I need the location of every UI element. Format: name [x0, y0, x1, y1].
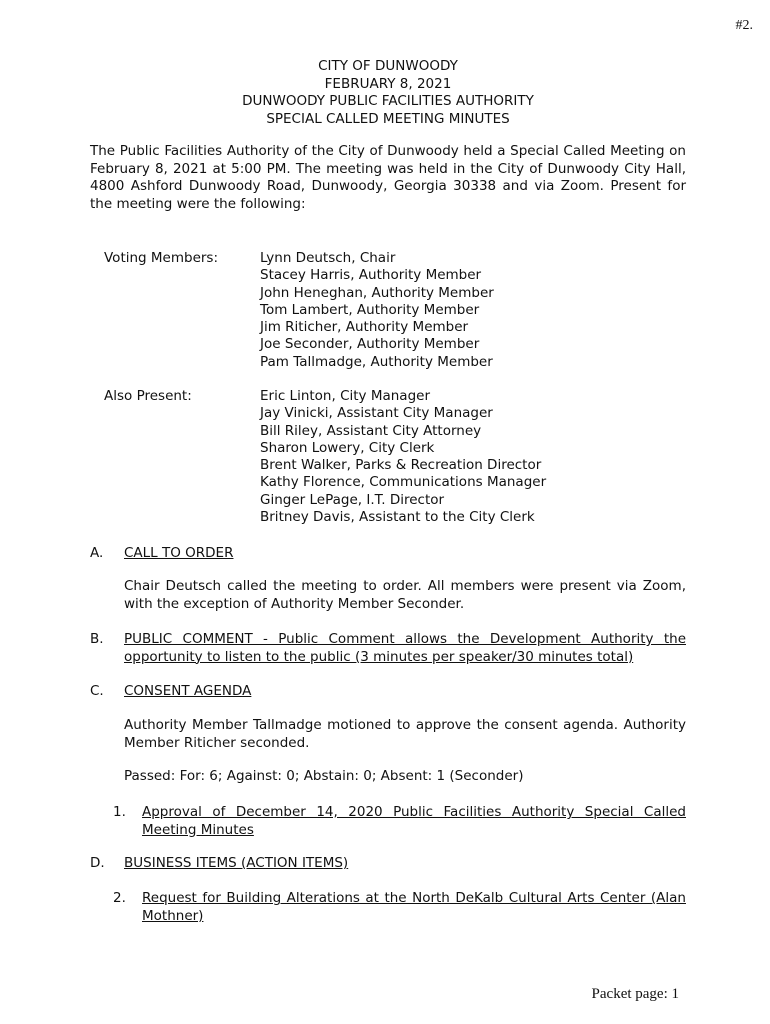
attendee: Jay Vinicki, Assistant City Manager	[260, 405, 493, 422]
header-title: SPECIAL CALLED MEETING MINUTES	[266, 110, 510, 127]
voting-member: Lynn Deutsch, Chair	[260, 250, 396, 266]
voting-members-label: Voting Members:	[104, 250, 219, 266]
section-c-letter: C.	[90, 683, 104, 699]
agenda-item-tag: #2.	[735, 18, 753, 33]
section-d-letter: D.	[90, 855, 105, 871]
attendee: Ginger LePage, I.T. Director	[260, 491, 445, 508]
header-city: CITY OF DUNWOODY	[318, 58, 458, 74]
section-a-letter: A.	[90, 545, 104, 561]
voting-member: Joe Seconder, Authority Member	[260, 336, 480, 353]
voting-member: Pam Tallmadge, Authority Member	[260, 353, 493, 370]
voting-member: Jim Riticher, Authority Member	[260, 319, 469, 336]
section-c-vote: Passed: For: 6; Against: 0; Abstain: 0; Absent: 1 (Seconder)	[124, 768, 524, 784]
attendee: Brent Walker, Parks & Recreation Director	[260, 457, 542, 474]
attendee: Sharon Lowery, City Clerk	[260, 439, 435, 456]
packet-page-number: Packet page: 1	[591, 986, 679, 1002]
attendee: Kathy Florence, Communications Manager	[260, 474, 547, 491]
section-b-heading: PUBLIC COMMENT - Public Comment allows the Development Authority the opportunity to listen to the public (3 minutes per speaker/30 minutes total)	[124, 631, 686, 665]
item-1-number: 1.	[113, 804, 126, 820]
section-d-heading: BUSINESS ITEMS (ACTION ITEMS)	[124, 855, 349, 871]
item-2-number: 2.	[113, 890, 126, 906]
section-a-text: Chair Deutsch called the meeting to order. All members were present via Zoom, with the exception of Authority Member Seconder.	[124, 578, 686, 612]
also-present-label: Also Present:	[104, 388, 192, 404]
intro-paragraph: The Public Facilities Authority of the City of Dunwoody held a Special Called Meeting on February 8, 2021 at 5:00 PM. The meeting was held in the City of Dunwoody City Hall, 4800 Ashford Dunwoody Road, Dunwoody, Georgia 30338 and via Zoom. Present for the meeting were the following:	[90, 143, 686, 212]
voting-member: Stacey Harris, Authority Member	[260, 267, 482, 284]
section-b-letter: B.	[90, 631, 104, 647]
voting-member: John Heneghan, Authority Member	[260, 284, 494, 301]
section-c-heading: CONSENT AGENDA	[124, 683, 252, 699]
voting-member: Tom Lambert, Authority Member	[260, 301, 480, 318]
section-c-text: Authority Member Tallmadge motioned to approve the consent agenda. Authority Member Riticher seconded.	[124, 717, 686, 751]
item-2-text: Request for Building Alterations at the North DeKalb Cultural Arts Center (Alan Mothner)	[142, 890, 686, 924]
header-authority: DUNWOODY PUBLIC FACILITIES AUTHORITY	[242, 93, 534, 109]
section-a-heading: CALL TO ORDER	[124, 545, 234, 561]
also-present-list	[260, 388, 546, 526]
item-1-text: Approval of December 14, 2020 Public Facilities Authority Special Called Meeting Minutes	[142, 804, 686, 838]
document-header	[0, 58, 770, 128]
attendee: Eric Linton, City Manager	[260, 388, 430, 404]
header-date: FEBRUARY 8, 2021	[324, 75, 452, 92]
attendee: Bill Riley, Assistant City Attorney	[260, 422, 482, 439]
voting-members-list	[260, 250, 494, 371]
attendee: Britney Davis, Assistant to the City Clerk	[260, 509, 535, 526]
